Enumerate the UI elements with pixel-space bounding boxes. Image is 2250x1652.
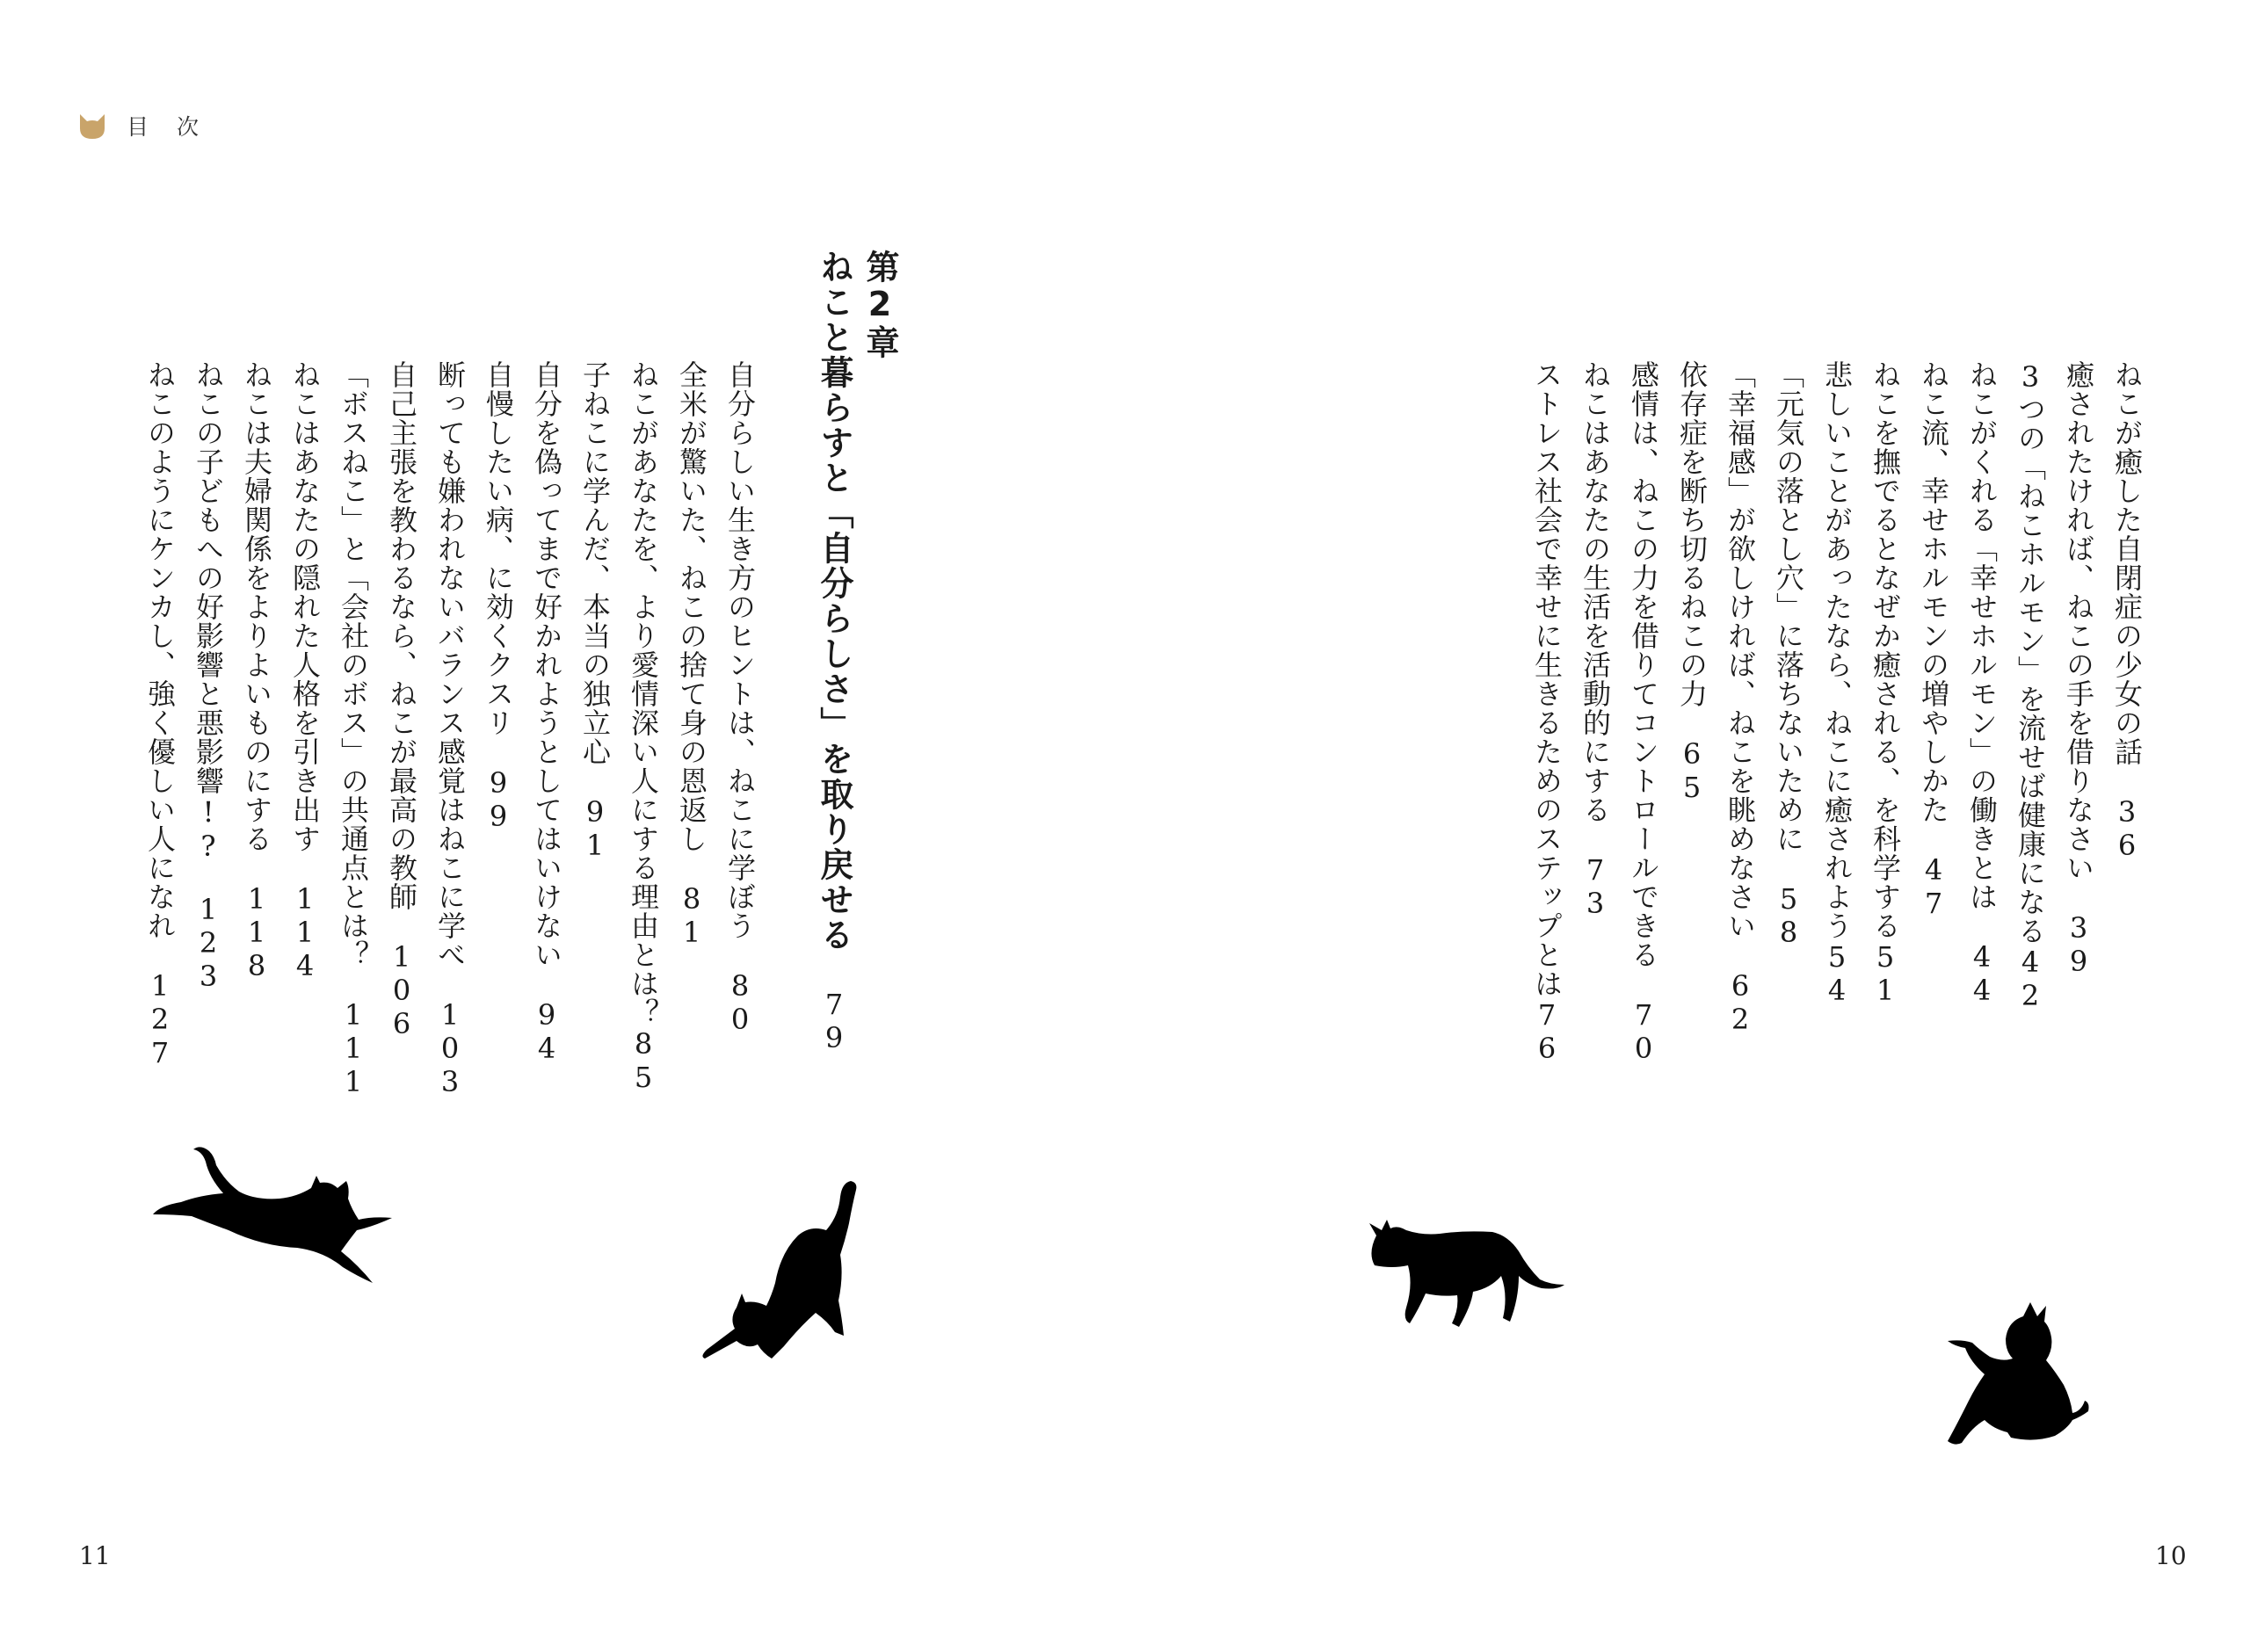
toc-entry[interactable]: 依存症を断ち切るねこの力 65 — [1675, 360, 1709, 804]
toc-entry[interactable]: 「ボスねこ」と「会社のボス」の共通点とは？ 111 — [337, 360, 370, 1098]
toc-entry[interactable]: 子ねこに学んだ、本当の独立心 91 — [578, 360, 612, 862]
toc-entry[interactable]: 「元気の落とし穴」に落ちないために 58 — [1772, 360, 1805, 949]
cat-face-icon — [77, 111, 107, 141]
toc-entry[interactable]: ねこのようにケンカし、強く優しい人になれ 127 — [143, 360, 177, 1069]
chapter-page: 79 — [817, 988, 851, 1054]
toc-entry[interactable]: 自慢したい病、に効くクスリ 99 — [482, 360, 515, 833]
walking-cat-icon — [1361, 1204, 1571, 1336]
toc-entry[interactable]: 「幸福感」が欲しければ、ねこを眺めなさい 62 — [1724, 360, 1757, 1036]
toc-entry[interactable]: 悲しいことがあったなら、ねこに癒されよう54 — [1820, 360, 1854, 1007]
chapter-heading[interactable] — [860, 250, 899, 360]
toc-entry[interactable]: ねこ流、幸せホルモンの増やしかた 47 — [1917, 360, 1950, 920]
toc-entry[interactable]: 感情は、ねこの力を借りてコントロールできる 70 — [1627, 360, 1660, 1065]
sitting-cat-icon — [1927, 1295, 2094, 1453]
toc-entry[interactable]: 3つの「ねこホルモン」を流せば健康になる42 — [2014, 360, 2047, 1012]
toc-entry[interactable]: ねこを撫でるとなぜか癒される、を科学する51 — [1869, 360, 1902, 1007]
toc-header — [77, 109, 209, 142]
toc-entry[interactable]: 癒されたければ、ねこの手を借りなさい 39 — [2062, 360, 2095, 978]
toc-entry[interactable]: ねこが癒した自閉症の少女の話 36 — [2110, 360, 2144, 862]
toc-entry[interactable]: 断っても嫌われないバランス感覚はねこに学べ 103 — [433, 360, 467, 1098]
toc-entry[interactable]: 自分らしい生き方のヒントは、ねこに学ぼう 80 — [723, 360, 757, 1036]
toc-entry[interactable]: ねこがくれる「幸せホルモン」の働きとは 44 — [1965, 360, 1999, 1007]
toc-entry[interactable]: 自己主張を教わるなら、ねこが最高の教師 106 — [385, 360, 418, 1040]
toc-entry[interactable]: ねこの子どもへの好影響と悪影響!? 123 — [192, 360, 225, 993]
page-number-left: 11 — [79, 1541, 111, 1570]
chapter-number: 第2章 — [860, 250, 899, 360]
toc-entry[interactable]: ねこはあなたの生活を活動的にする 73 — [1579, 360, 1612, 920]
toc-entry[interactable]: ねこはあなたの隠れた人格を引き出す 114 — [288, 360, 322, 982]
stretching-cat-icon — [694, 1177, 861, 1388]
toc-entry[interactable]: 自分を偽ってまで好かれようとしてはいけない 94 — [530, 360, 563, 1065]
toc-entry[interactable]: 全米が驚いた、ねこの捨て身の恩返し 81 — [675, 360, 708, 949]
toc-entry[interactable]: ストレス社会で幸せに生きるためのステップとは76 — [1530, 360, 1564, 1065]
toc-entry[interactable]: ねこは夫婦関係をよりよいものにする 118 — [240, 360, 273, 982]
toc-entry[interactable]: ねこがあなたを、より愛情深い人にする理由とは？85 — [627, 360, 660, 1094]
chapter-title[interactable]: ねこと暮らすと「自分らしさ」を取り戻せる 79 — [815, 250, 853, 1054]
leaping-cat-icon — [148, 1142, 403, 1301]
toc-title: 目 次 — [127, 114, 209, 140]
page-number-right: 10 — [2155, 1541, 2187, 1570]
